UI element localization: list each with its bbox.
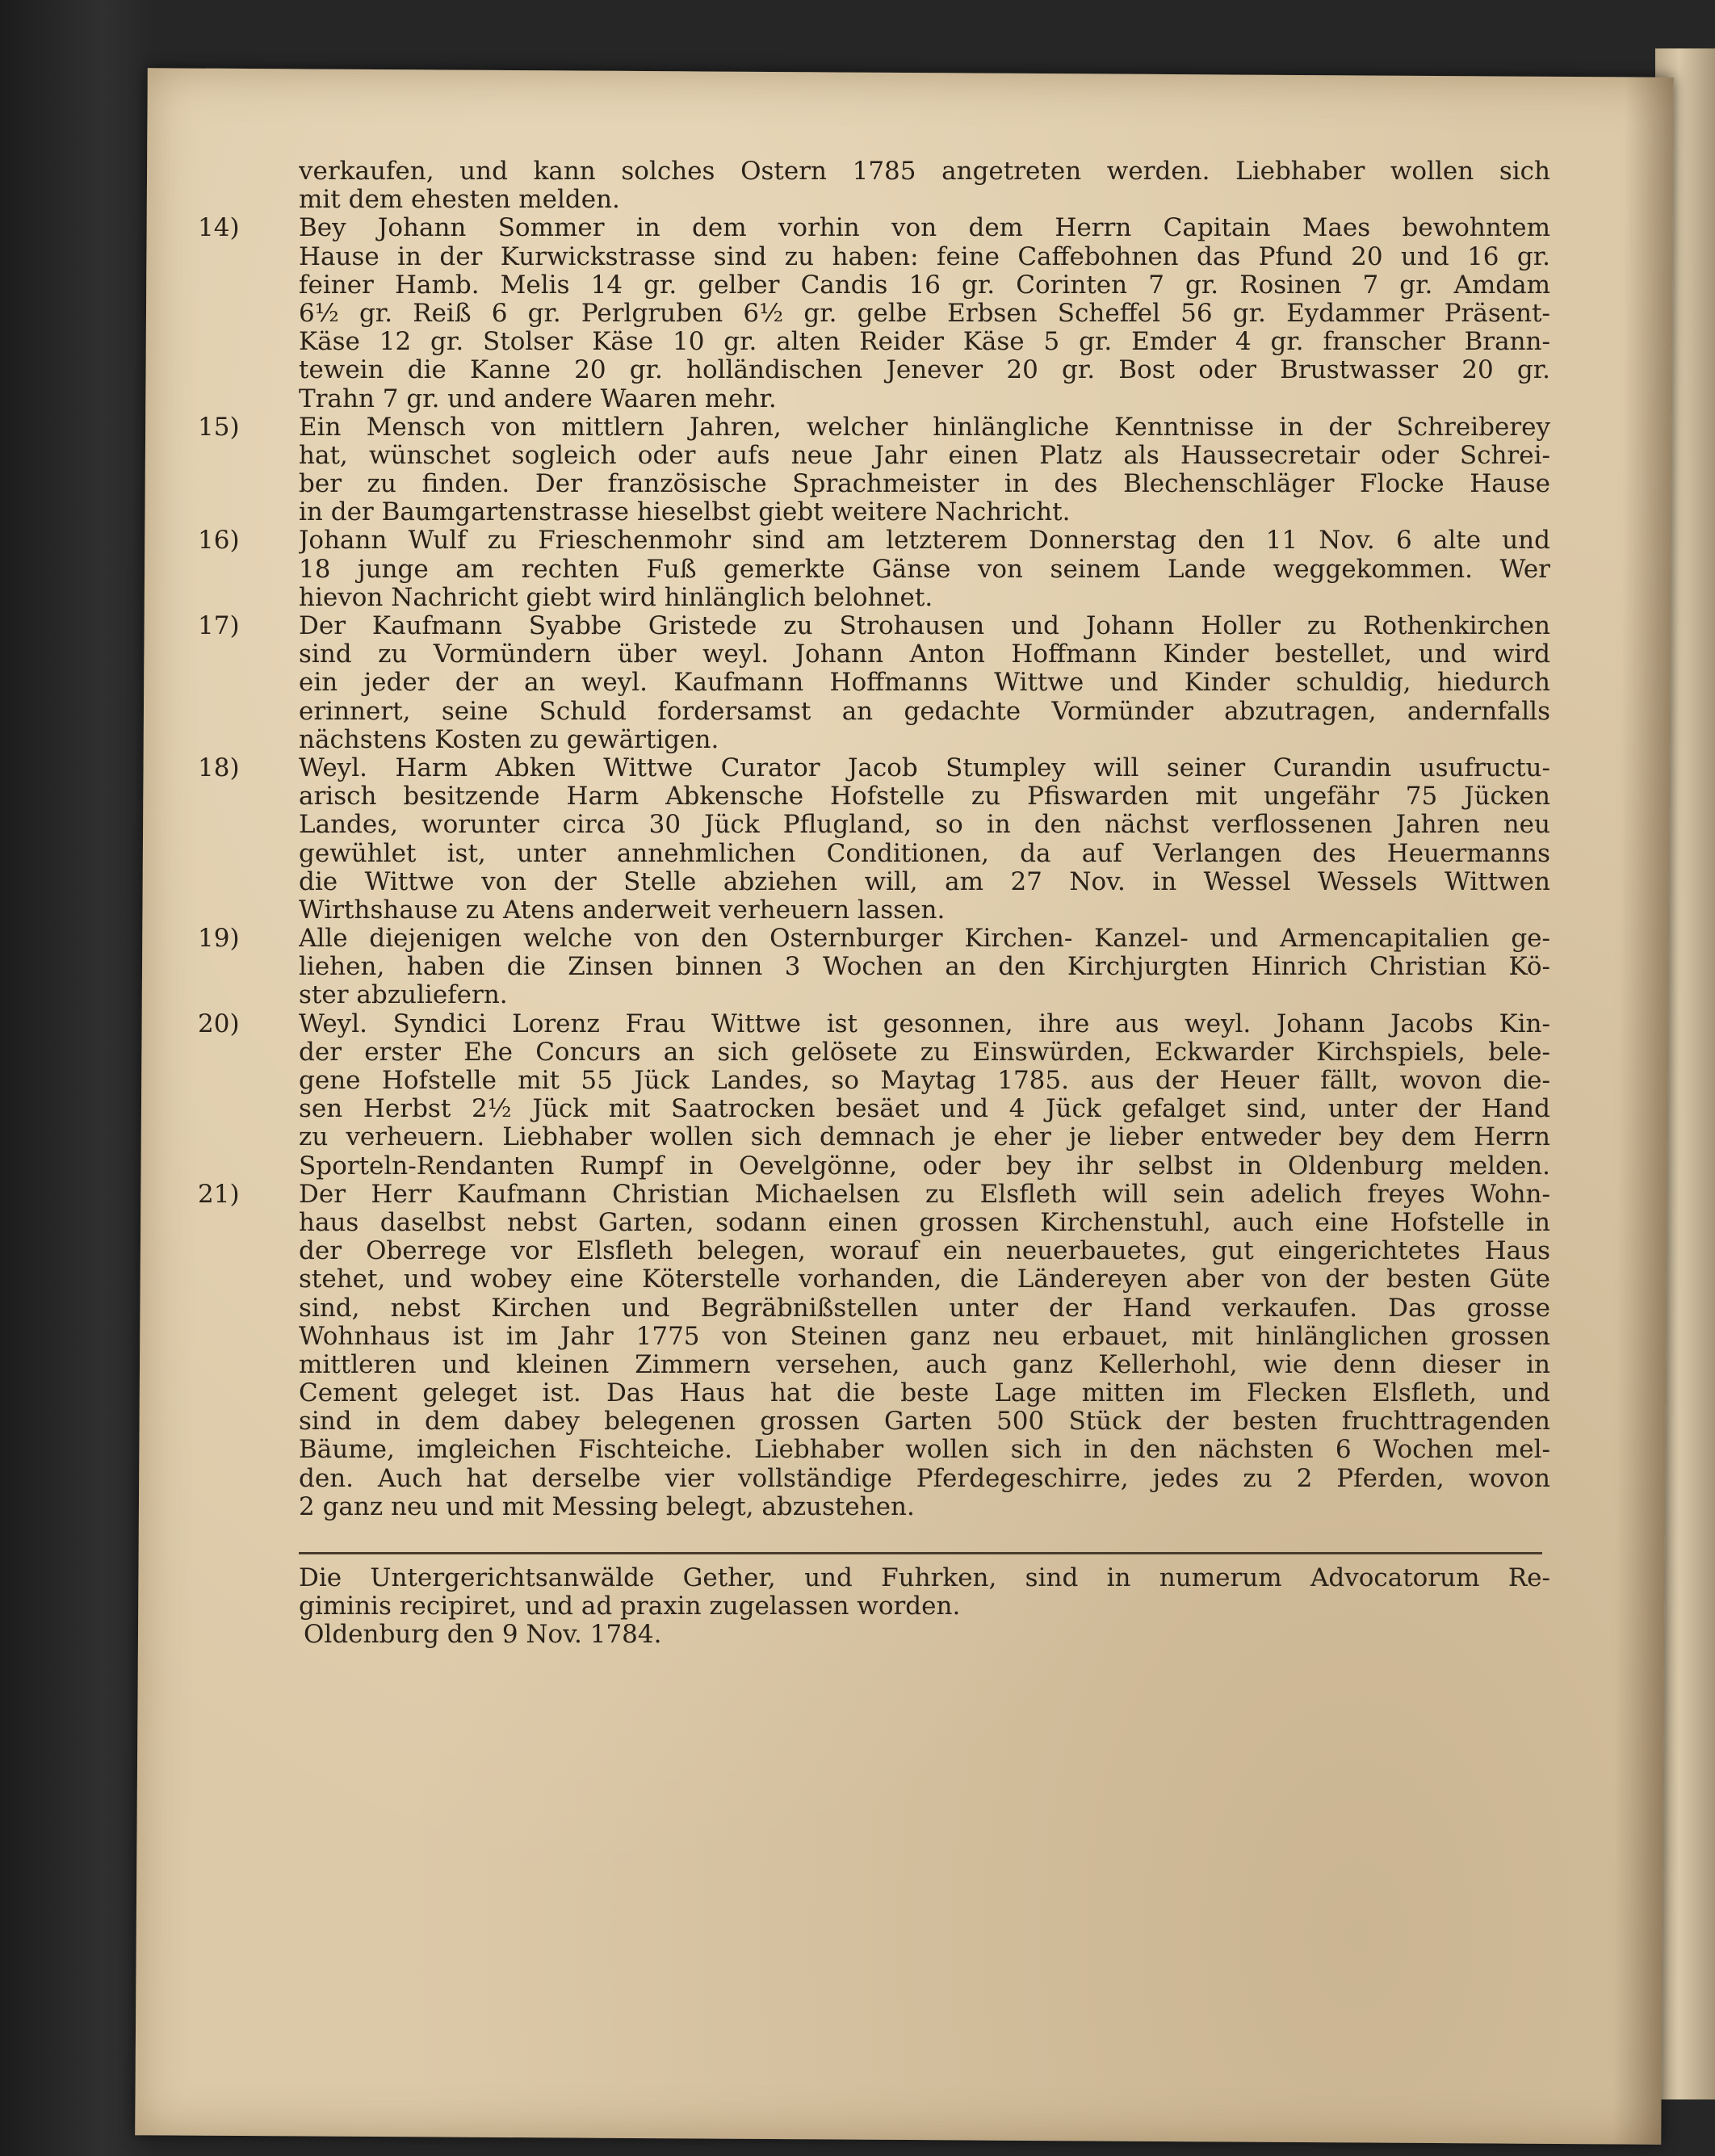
text-line: haus daselbst nebst Garten, sodann einen grossen Kirchenstuhl, auch eine Hofstelle in xyxy=(299,1208,1550,1237)
text-line: in der Baumgartenstrasse hieselbst giebt weitere Nachricht. xyxy=(299,498,1071,527)
divider-rule xyxy=(299,1552,1542,1554)
text-line: sind, nebst Kirchen und Begräbnißstellen unter der Hand verkaufen. Das grosse xyxy=(299,1294,1550,1323)
text-line: ster abzuliefern. xyxy=(299,981,508,1010)
text-line: Sporteln-Rendanten Rumpf in Oevelgönne, oder bey ihr selbst in Oldenburg melden. xyxy=(299,1151,1550,1181)
text-line: sind in dem dabey belegenen grossen Garten 500 Stück der besten fruchttragenden xyxy=(299,1407,1550,1437)
entry-18 xyxy=(198,753,1550,925)
date-line: Oldenburg den 9 Nov. 1784. xyxy=(304,1621,662,1650)
text-line: 2 ganz neu und mit Messing belegt, abzustehen. xyxy=(299,1492,915,1521)
entry-number: 14) xyxy=(198,213,240,243)
text-line: der Oberrege vor Elsfleth belegen, worauf ein neuerbauetes, gut eingerichtetes Haus xyxy=(299,1237,1550,1266)
text-line: den. Auch hat derselbe vier vollständige Pferdegeschirre, jedes zu 2 Pferden, wovon xyxy=(299,1464,1550,1493)
text-line: Der Herr Kaufmann Christian Michaelsen zu Elsfleth will sein adelich freyes Wohn- xyxy=(299,1180,1550,1209)
entry-16 xyxy=(198,526,1550,612)
text-line: arisch besitzende Harm Abkensche Hofstelle zu Pfiswarden mit ungefähr 75 Jücken xyxy=(299,782,1550,812)
text-line: zu verheuern. Liebhaber wollen sich demnach je eher je lieber entweder bey dem Herrn xyxy=(299,1123,1550,1152)
announcement-footer xyxy=(299,1564,1550,1650)
text-line: Käse 12 gr. Stolser Käse 10 gr. alten Reider Käse 5 gr. Emder 4 gr. franscher Brann- xyxy=(299,328,1550,357)
entry-number: 19) xyxy=(198,924,240,954)
entry-19 xyxy=(198,924,1550,1010)
text-line: stehet, und wobey eine Köterstelle vorhanden, die Ländereyen aber von der besten Güte xyxy=(299,1265,1550,1294)
text-line: die Wittwe von der Stelle abziehen will, am 27 Nov. in Wessel Wessels Wittwen xyxy=(299,867,1550,896)
text-line: Die Untergerichtsanwälde Gether, und Fuhrken, sind in numerum Advocatorum Re- xyxy=(299,1564,1550,1592)
text-line: Hause in der Kurwickstrasse sind zu haben: feine Caffebohnen das Pfund 20 und 16 gr. xyxy=(299,242,1550,271)
text-line: sen Herbst 2½ Jück mit Saatrocken besäet und 4 Jück gefalget sind, unter der Hand xyxy=(299,1095,1550,1124)
text-line: erinnert, seine Schuld fordersamst an gedachte Vormünder abzutragen, andernfalls xyxy=(299,697,1550,726)
text-line: der erster Ehe Concurs an sich gelösete zu Einswürden, Eckwarder Kirchspiels, bele- xyxy=(299,1038,1550,1067)
text-line: Wirthshause zu Atens anderweit verheuern lassen. xyxy=(299,896,946,925)
text-line: mit dem ehesten melden. xyxy=(299,186,620,215)
text-line: hievon Nachricht giebt wird hinlänglich belohnet. xyxy=(299,583,933,612)
text-line: Der Kaufmann Syabbe Gristede zu Strohausen und Johann Holler zu Rothenkirchen xyxy=(299,612,1550,640)
text-line: Trahn 7 gr. und andere Waaren mehr. xyxy=(299,384,777,413)
entry-number: 15) xyxy=(198,412,240,442)
text-line: ber zu finden. Der französische Sprachmeister in des Blechenschläger Flocke Hause xyxy=(299,470,1550,499)
text-line: ein jeder der an weyl. Kaufmann Hoffmanns Wittwe und Kinder schuldig, hiedurch xyxy=(299,669,1550,698)
text-line: nächstens Kosten zu gewärtigen. xyxy=(299,725,719,754)
text-line: Cement geleget ist. Das Haus hat die beste Lage mitten im Flecken Elsfleth, und xyxy=(299,1379,1550,1408)
text-line: Weyl. Syndici Lorenz Frau Wittwe ist gesonnen, ihre aus weyl. Johann Jacobs Kin- xyxy=(299,1009,1550,1038)
entry-15 xyxy=(198,412,1550,527)
text-line: feiner Hamb. Melis 14 gr. gelber Candis 16 gr. Corinten 7 gr. Rosinen 7 gr. Amdam xyxy=(299,271,1550,300)
text-line: 18 junge am rechten Fuß gemerkte Gänse von seinem Lande weggekommen. Wer xyxy=(299,555,1550,584)
text-line: Ein Mensch von mittlern Jahren, welcher hinlängliche Kenntnisse in der Schreiberey xyxy=(299,413,1550,442)
entry-17 xyxy=(198,611,1550,754)
text-line: hat, wünschet sogleich oder aufs neue Jahr einen Platz als Haussecretair oder Schrei- xyxy=(299,441,1550,470)
text-line: Johann Wulf zu Frieschenmohr sind am letzterem Donnerstag den 11 Nov. 6 alte und xyxy=(299,526,1550,556)
entry-number: 21) xyxy=(198,1179,240,1209)
page-text xyxy=(198,157,1550,1650)
text-line: tewein die Kanne 20 gr. holländischen Jenever 20 gr. Bost oder Brustwasser 20 gr. xyxy=(299,356,1550,385)
text-line: gene Hofstelle mit 55 Jück Landes, so Maytag 1785. aus der Heuer fällt, wovon die- xyxy=(299,1067,1550,1095)
text-line: giminis recipiret, und ad praxin zugelassen worden. xyxy=(299,1592,961,1621)
text-line: mittleren und kleinen Zimmern versehen, auch ganz Kellerhohl, wie denn dieser in xyxy=(299,1350,1550,1379)
entry-20 xyxy=(198,1009,1550,1181)
text-line: gewühlet ist, unter annehmlichen Conditionen, da auf Verlangen des Heuermanns xyxy=(299,839,1550,868)
text-line: sind zu Vormündern über weyl. Johann Anton Hoffmann Kinder bestellet, und wird xyxy=(299,640,1550,669)
text-line: 6½ gr. Reiß 6 gr. Perlgruben 6½ gr. gelbe Erbsen Scheffel 56 gr. Eydammer Präsent- xyxy=(299,299,1550,328)
text-line: liehen, haben die Zinsen binnen 3 Wochen an den Kirchjurgten Hinrich Christian Kö- xyxy=(299,953,1550,982)
text-line: Wohnhaus ist im Jahr 1775 von Steinen ganz neu erbauet, mit hinlänglichen grossen xyxy=(299,1322,1550,1351)
entry-number: 17) xyxy=(198,611,240,640)
entry-number: 20) xyxy=(198,1009,240,1038)
text-line: Bäume, imgleichen Fischteiche. Liebhaber wollen sich in den nächsten 6 Wochen mel- xyxy=(299,1436,1550,1465)
entry-21 xyxy=(198,1179,1550,1521)
text-line: Bey Johann Sommer in dem vorhin von dem Herrn Capitain Maes bewohntem xyxy=(299,214,1550,243)
entry-number: 18) xyxy=(198,753,240,782)
entry-number: 16) xyxy=(198,526,240,556)
entry-14 xyxy=(198,213,1550,413)
text-line: Weyl. Harm Abken Wittwe Curator Jacob Stumpley will seiner Curandin usufructu- xyxy=(299,753,1550,782)
text-line: Alle diejenigen welche von den Osternburger Kirchen- Kanzel- und Armencapitalien ge- xyxy=(299,925,1550,954)
continuation-paragraph xyxy=(299,157,1550,214)
text-line: verkaufen, und kann solches Ostern 1785 angetreten werden. Liebhaber wollen sich xyxy=(299,157,1550,186)
text-line: Landes, worunter circa 30 Jück Pflugland, so in den nächst verflossenen Jahren neu xyxy=(299,811,1550,840)
